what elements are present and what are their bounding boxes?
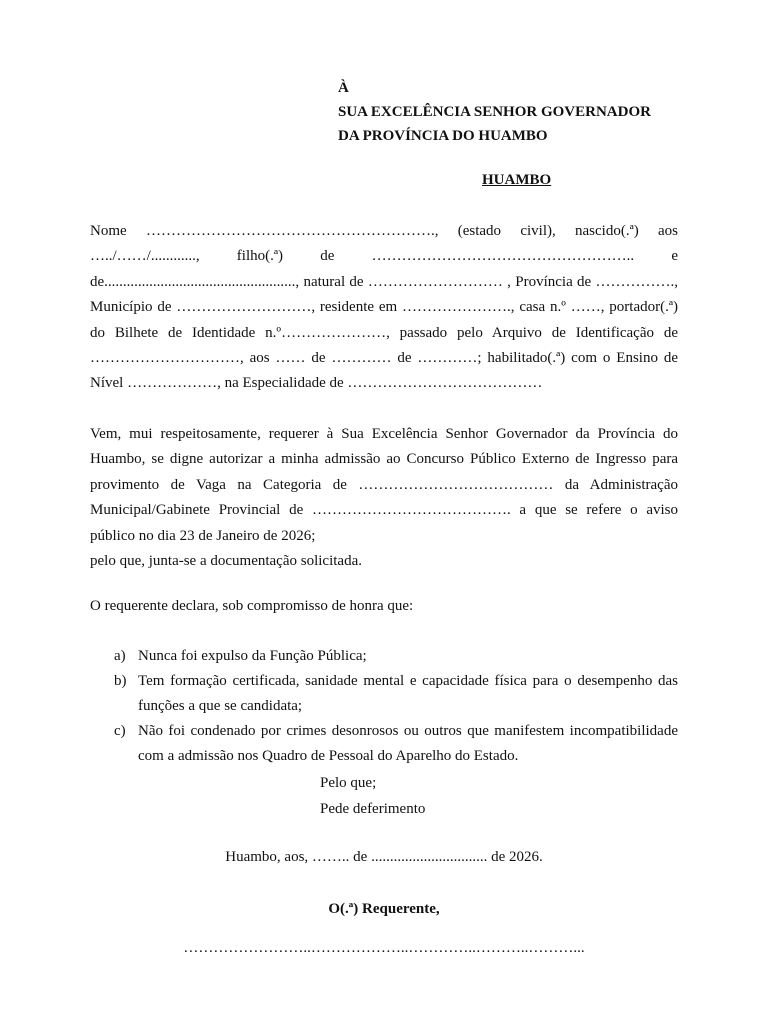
closing-block bbox=[320, 770, 425, 822]
closing-line-1: Pelo que; bbox=[320, 775, 377, 791]
list-marker: b) bbox=[114, 673, 127, 689]
addressee-line-2: SUA EXCELÊNCIA SENHOR GOVERNADOR bbox=[338, 104, 651, 120]
addressee-block bbox=[338, 76, 651, 148]
declaration-list bbox=[90, 644, 678, 769]
list-item bbox=[90, 719, 678, 769]
list-item bbox=[90, 669, 678, 719]
list-text: Tem formação certificada, sanidade mental e capacidade física para o desempenho das funções a que se candidata; bbox=[138, 673, 678, 714]
list-marker: a) bbox=[114, 648, 126, 664]
addressee-line-3: DA PROVÍNCIA DO HUAMBO bbox=[338, 128, 548, 144]
date-line-text: Huambo, aos, …….. de ............................... de 2026. bbox=[225, 849, 543, 865]
request-paragraph bbox=[90, 422, 678, 574]
identification-paragraph: Nome …………………………………………………., (estado civil), nascido(.ª) aos …../……/............, filho(.ª) de …………………………………………….. e de..................................................., natural de ……………………… , Província de ……………., Município de ………………………, residente em …………………., casa n.º ……, portador(.ª) do Bilhete de Identidade n.º…………………, passado pelo Arquivo de Identificação de …………………………, aos …… de ………… de …………; habilitado(.ª) com o Ensino de Nível ………………, na Especialidade de ………………………………… bbox=[90, 223, 678, 392]
date-line bbox=[0, 849, 768, 866]
signature-line: ……………………..………………..…………..………..………... bbox=[183, 940, 585, 956]
list-item bbox=[90, 644, 678, 669]
addressee-line-1: À bbox=[338, 80, 349, 96]
list-text: Nunca foi expulso da Função Pública; bbox=[138, 648, 367, 664]
request-text: Vem, mui respeitosamente, requerer à Sua Excelência Senhor Governador da Província do Huambo, se digne autorizar a minha admissão ao Concurso Público Externo de Ingresso para provimento de Vaga na Categoria de ………………………………… da Administração Municipal/Gabinete Provincial de …………………………………. a que se refere o aviso público no dia 23 de Janeiro de 2026; bbox=[90, 426, 678, 544]
declaration-intro: O requerente declara, sob compromisso de honra que: bbox=[90, 598, 414, 614]
request-tail: pelo que, junta-se a documentação solicitada. bbox=[90, 553, 362, 570]
addressee-city: HUAMBO bbox=[482, 172, 552, 188]
closing-line-2: Pede deferimento bbox=[320, 801, 426, 817]
list-text: Não foi condenado por crimes desonrosos ou outros que manifestem incompatibilidade com a admissão nos Quadro de Pessoal do Aparelho do Estado. bbox=[138, 723, 678, 764]
signature-title: O(.ª) Requerente, bbox=[328, 901, 440, 917]
list-marker: c) bbox=[114, 723, 126, 739]
